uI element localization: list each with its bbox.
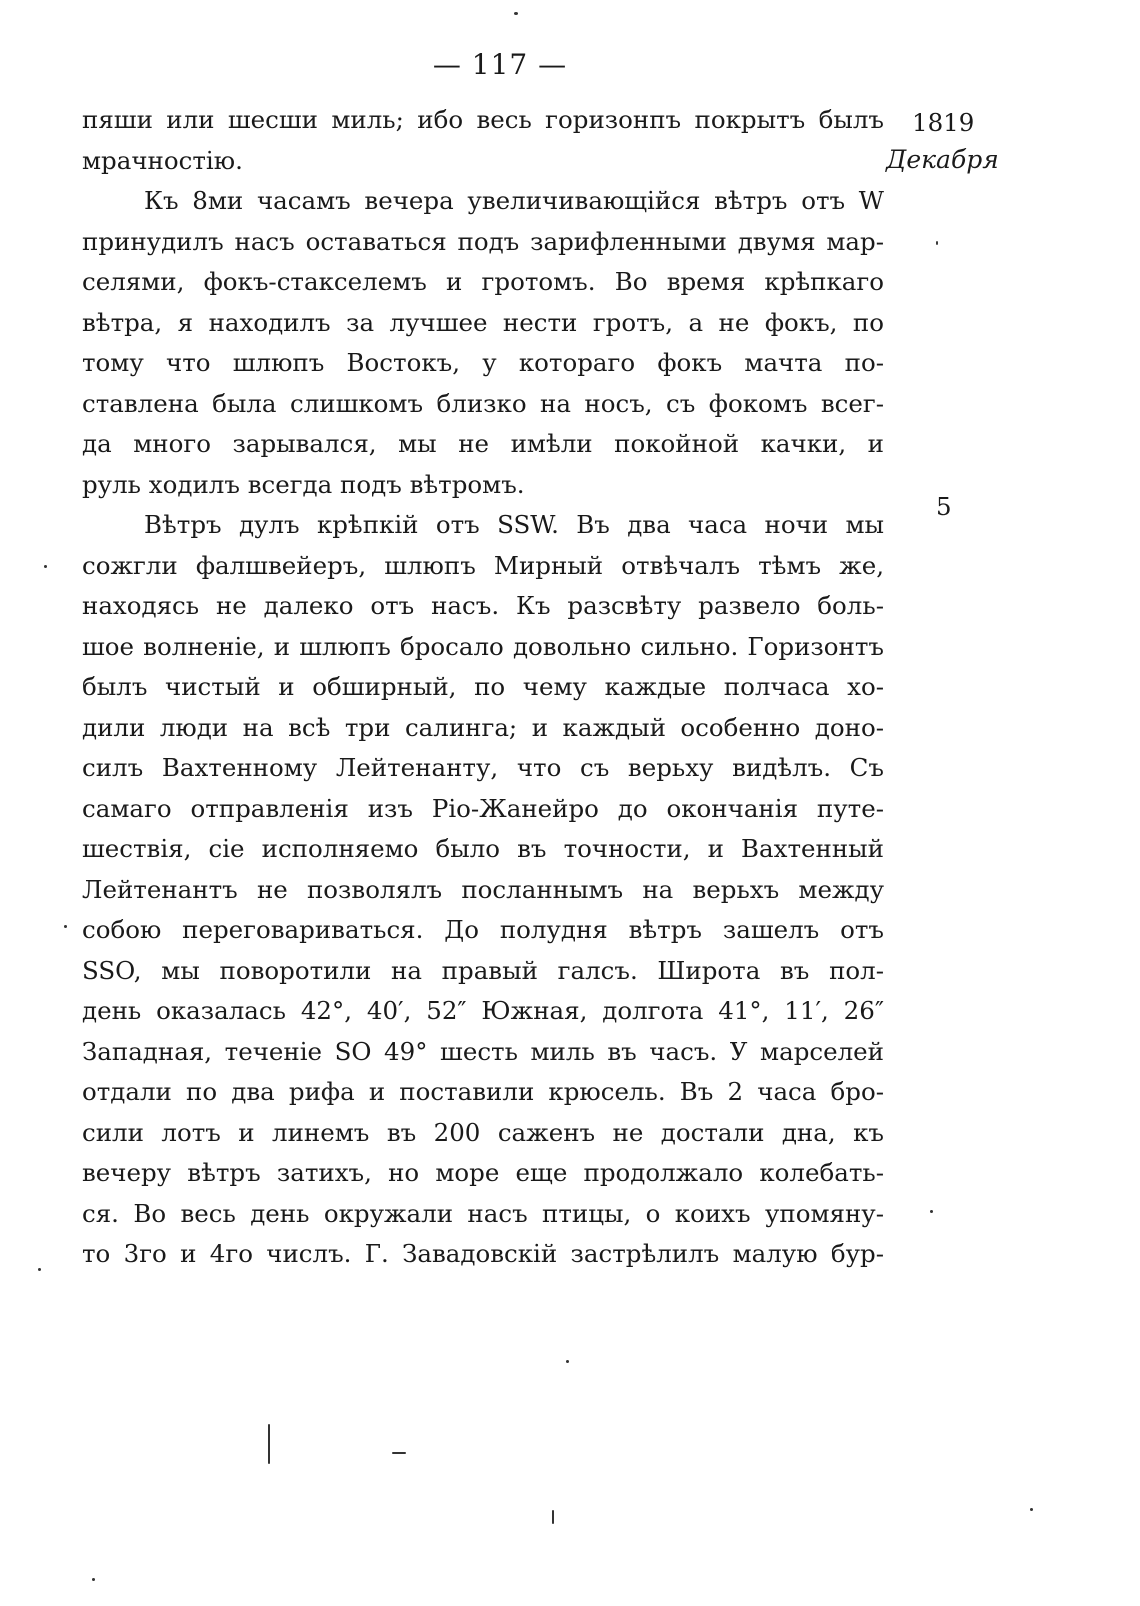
text-line: шое волненіе, и шлюпъ бросало довольно сильно. Горизонтъ <box>82 631 884 661</box>
text-line: то 3го и 4го числъ. Г. Завадовскій застрѣлилъ малую бур- <box>82 1239 884 1268</box>
text-line: ставлена была слишкомъ близко на носъ, съ фокомъ всег- <box>82 388 884 418</box>
text-line: день оказалась 42°, 40′, 52″ Южная, долгота 41°, 11′, 26″ <box>82 996 884 1025</box>
text-line: Западная, теченіе SO 49° шесть миль въ часъ. У марселей <box>82 1036 884 1066</box>
scan-speck <box>514 12 518 15</box>
body-text <box>82 100 884 1275</box>
text-line: силъ Вахтенному Лейтенанту, что съ верьху видѣлъ. Съ <box>82 753 884 782</box>
text-line: Вѣтръ дулъ крѣпкій отъ SSW. Въ два часа ночи мы <box>144 510 884 539</box>
text-line: Къ 8ми часамъ вечера увеличивающійся вѣтръ отъ W <box>144 186 884 215</box>
text-line: руль ходилъ всегда подъ вѣтромъ. <box>82 469 525 499</box>
margin-note-month: Декабря <box>886 145 999 174</box>
text-line: мрачностію. <box>82 145 243 175</box>
scan-speck <box>268 1424 270 1464</box>
text-line: Лейтенантъ не позволялъ посланнымъ на верьхъ между <box>82 874 884 904</box>
text-line: SSO, мы поворотили на правый галсъ. Широта въ пол- <box>82 955 884 985</box>
text-line: вечеру вѣтръ затихъ, но море еще продолжало колебать- <box>82 1158 884 1187</box>
text-line: да много зарывался, мы не имѣли покойной качки, и <box>82 429 884 458</box>
scan-speck <box>92 1578 95 1581</box>
text-line: селями, фокъ-стакселемъ и гротомъ. Во время крѣпкаго <box>82 267 884 296</box>
text-line: находясь не далеко отъ насъ. Къ разсвѣту развело боль- <box>82 591 884 620</box>
text-line: тому что шлюпъ Востокъ, у котораго фокъ мачта по- <box>82 348 884 377</box>
scan-speck <box>1030 1508 1033 1511</box>
margin-note-year: 1819 <box>912 108 975 137</box>
text-line: пяши или шесши миль; ибо весь горизонпъ покрытъ былъ <box>82 105 884 134</box>
text-line: ся. Во весь день окружали насъ птицы, о коихъ упомяну- <box>82 1198 884 1228</box>
text-line: собою переговариваться. До полудня вѣтръ зашелъ отъ <box>82 915 884 944</box>
page-number: — 117 — <box>432 48 568 81</box>
scan-speck <box>44 565 47 568</box>
text-line: былъ чистый и обширный, по чему каждые полчаса хо- <box>82 672 884 701</box>
text-line: дили люди на всѣ три салинга; и каждый особенно доно- <box>82 712 884 742</box>
text-line: вѣтра, я находилъ за лучшее нести гротъ, а не фокъ, по <box>82 307 884 337</box>
text-line: отдали по два рифа и поставили крюсель. Въ 2 часа бро- <box>82 1077 884 1106</box>
scan-speck <box>38 1268 41 1271</box>
scan-speck <box>392 1452 406 1454</box>
margin-note-day: 5 <box>936 492 952 521</box>
text-line: принудилъ насъ оставаться подъ зарифленными двумя мар- <box>82 226 884 256</box>
text-line: сили лотъ и линемъ въ 200 саженъ не достали дна, къ <box>82 1117 884 1147</box>
scan-speck <box>64 925 67 928</box>
text-line: шествія, сіе исполняемо было въ точности, и Вахтенный <box>82 834 884 863</box>
scan-speck <box>566 1360 569 1363</box>
scan-speck <box>930 1210 933 1213</box>
scan-speck <box>552 1510 554 1524</box>
text-line: самаго отправленія изъ Ріо-Жанейро до окончанія путе- <box>82 793 884 823</box>
text-line: сожгли фалшвейеръ, шлюпъ Мирный отвѣчалъ тѣмъ же, <box>82 550 884 580</box>
scan-speck <box>936 241 938 245</box>
